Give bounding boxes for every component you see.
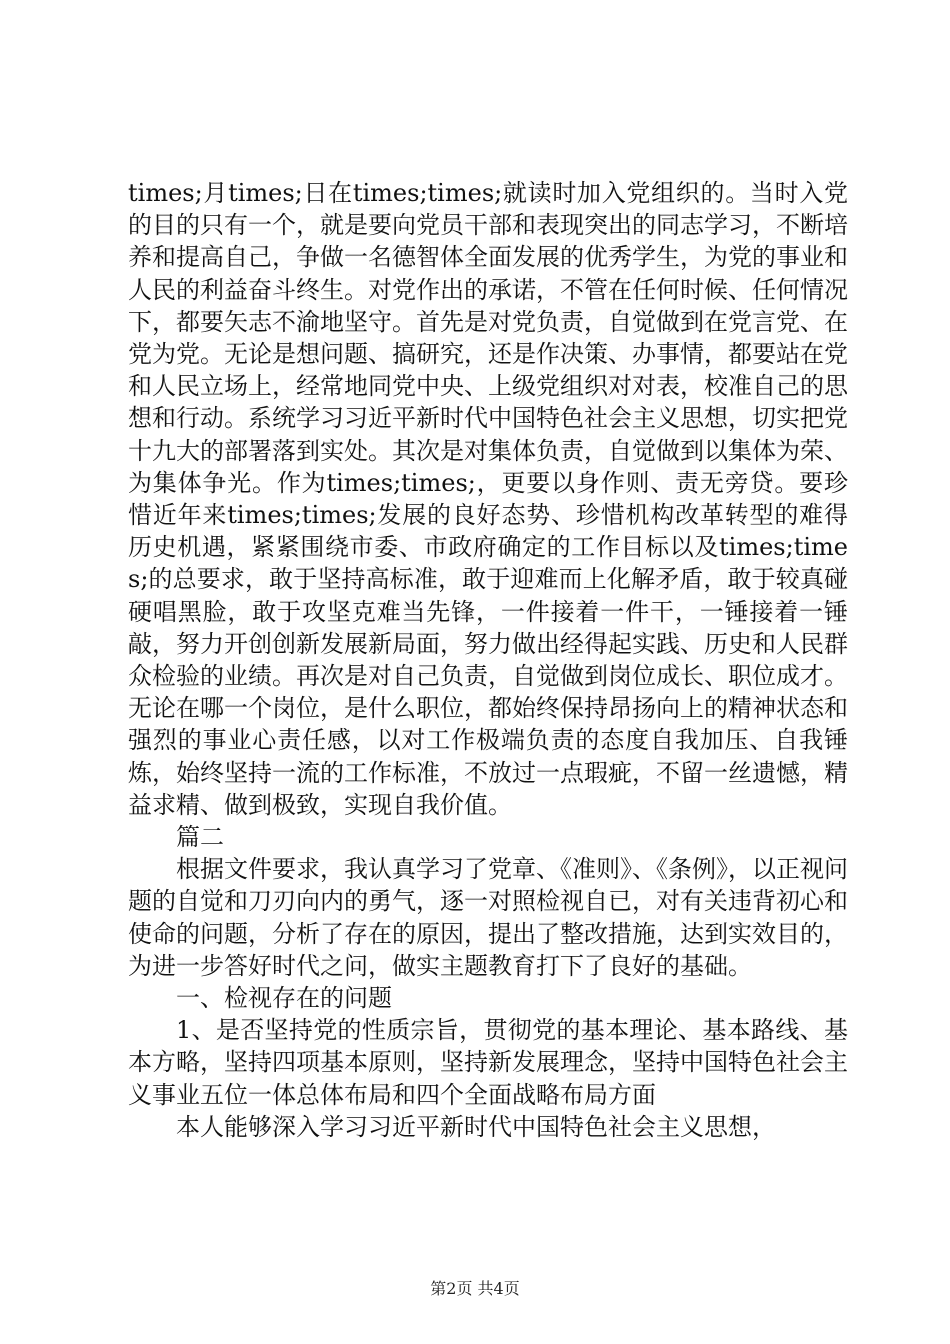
section-heading-problems: 一、检视存在的问题 [176, 984, 392, 1013]
paragraph-intro: 根据文件要求，我认真学习了党章、《准则》、《条例》，以正视问题的自觉和刀刃向内的勇气，逐一对照检视自已，对有关违背初心和使命的问题，分析了存在的原因，提出了整改措施，达到实效目的，为进一步答好时代之问，做实主题教育打下了良好的基础。 [128, 855, 848, 980]
document-body [128, 177, 848, 1143]
paragraph-item-1: 1、是否坚持党的性质宗旨，贯彻党的基本理论、基本路线、基本方略，坚持四项基本原则，坚持新发展理念，坚持中国特色社会主义事业五位一体总体布局和四个全面战略布局方面 [128, 1016, 848, 1109]
paragraph-item-1-body: 本人能够深入学习习近平新时代中国特色社会主义思想， [176, 1112, 776, 1141]
paragraph-1: times;月times;日在times;times;就读时加入党组织的。当时入党的目的只有一个，就是要向党员干部和表现突出的同志学习，不断培养和提高自己，争做一名德智体全面发展的优秀学生，为党的事业和人民的利益奋斗终生。对党作出的承诺，不管在任何时候、任何情况下，都要矢志不渝地坚守。首先是对党负责，自觉做到在党言党、在党为党。无论是想问题、搞研究，还是作决策、办事情，都要站在党和人民立场上，经常地同党中央、上级党组织对对表，校准自己的思想和行动。系统学习习近平新时代中国特色社会主义思想，切实把党十九大的部署落到实处。其次是对集体负责，自觉做到以集体为荣、为集体争光。作为times;times;，更要以身作则、责无旁贷。要珍惜近年来times;times;发展的良好态势、珍惜机构改革转型的难得历史机遇，紧紧围绕市委、市政府确定的工作目标以及times;times;的总要求，敢于坚持高标准，敢于迎难而上化解矛盾，敢于较真碰硬唱黑脸，敢于攻坚克难当先锋，一件接着一件干，一锤接着一锤敲，努力开创创新发展新局面，努力做出经得起实践、历史和人民群众检验的业绩。再次是对自己负责，自觉做到岗位成长、职位成才。无论在哪一个岗位，是什么职位，都始终保持昂扬向上的精神状态和强烈的事业心责任感，以对工作极端负责的态度自我加压、自我锤炼，始终坚持一流的工作标准，不放过一点瑕疵，不留一丝遗憾，精益求精、做到极致，实现自我价值。 [128, 179, 848, 819]
page-footer: 第2页 共4页 [430, 1279, 520, 1298]
section-heading-part-two: 篇二 [176, 823, 224, 852]
